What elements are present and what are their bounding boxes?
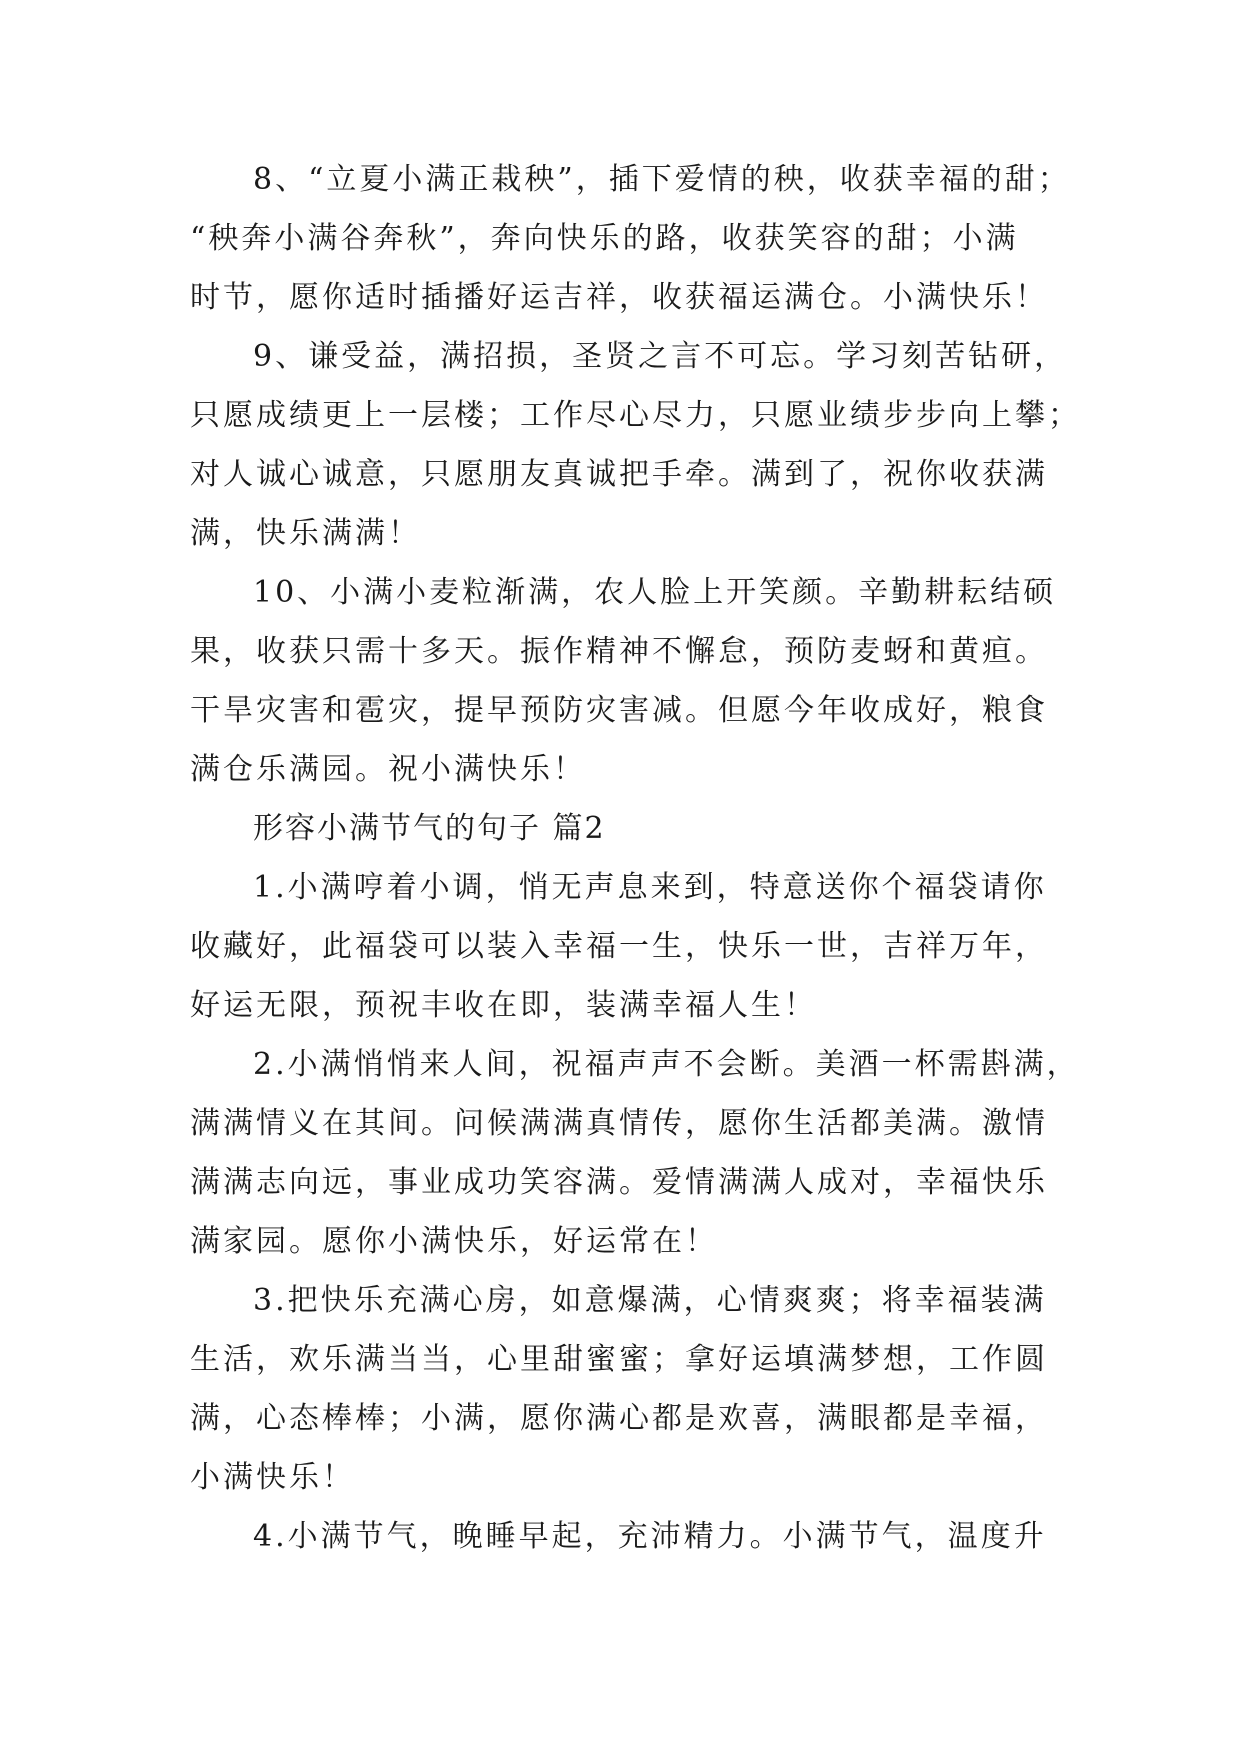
text-line: 好运无限，预祝丰收在即，装满幸福人生！ [190, 988, 817, 1023]
text-line: 时节，愿你适时插播好运吉祥，收获福运满仓。小满快乐！ [190, 280, 1048, 315]
text-body [190, 150, 1090, 1566]
text-line: 4.小满节气，晚睡早起，充沛精力。小满节气，温度升 [253, 1519, 1047, 1554]
text-line: 3.把快乐充满心房，如意爆满，心情爽爽；将幸福装满 [253, 1283, 1047, 1318]
text-line: 满仓乐满园。祝小满快乐！ [190, 752, 586, 787]
text-line: “秧奔小满谷奔秋”，奔向快乐的路，收获笑容的甜；小满 [190, 221, 1019, 256]
text-line: 9、谦受益，满招损，圣贤之言不可忘。学习刻苦钻研， [253, 339, 1068, 374]
document-page [190, 150, 1090, 1566]
text-line: 只愿成绩更上一层楼；工作尽心尽力，只愿业绩步步向上攀； [190, 398, 1081, 433]
section-heading: 形容小满节气的句子 篇2 [253, 811, 606, 846]
text-line: 1.小满哼着小调，悄无声息来到，特意送你个福袋请你 [253, 870, 1047, 905]
text-line: 干旱灾害和雹灾，提早预防灾害减。但愿今年收成好，粮食 [190, 693, 1048, 728]
text-line: 2.小满悄悄来人间，祝福声声不会断。美酒一杯需斟满， [253, 1047, 1080, 1082]
text-line: 10、小满小麦粒渐满，农人脸上开笑颜。辛勤耕耘结硕 [253, 575, 1057, 610]
text-line: 满，心态棒棒；小满，愿你满心都是欢喜，满眼都是幸福， [190, 1401, 1048, 1436]
text-line: 满满情义在其间。问候满满真情传，愿你生活都美满。激情 [190, 1106, 1048, 1141]
text-line: 满，快乐满满！ [190, 516, 421, 551]
text-line: 果，收获只需十多天。振作精神不懈怠，预防麦蚜和黄疸。 [190, 634, 1048, 669]
text-line: 小满快乐！ [190, 1460, 355, 1495]
text-line: 满家园。愿你小满快乐，好运常在！ [190, 1224, 718, 1259]
text-line: 满满志向远，事业成功笑容满。爱情满满人成对，幸福快乐 [190, 1165, 1048, 1200]
text-line: 收藏好，此福袋可以装入幸福一生，快乐一世，吉祥万年， [190, 929, 1048, 964]
text-line: 生活，欢乐满当当，心里甜蜜蜜；拿好运填满梦想，工作圆 [190, 1342, 1048, 1377]
text-line: 对人诚心诚意，只愿朋友真诚把手牵。满到了，祝你收获满 [190, 457, 1048, 492]
text-line: 8、“立夏小满正栽秧”，插下爱情的秧，收获幸福的甜； [253, 162, 1071, 197]
